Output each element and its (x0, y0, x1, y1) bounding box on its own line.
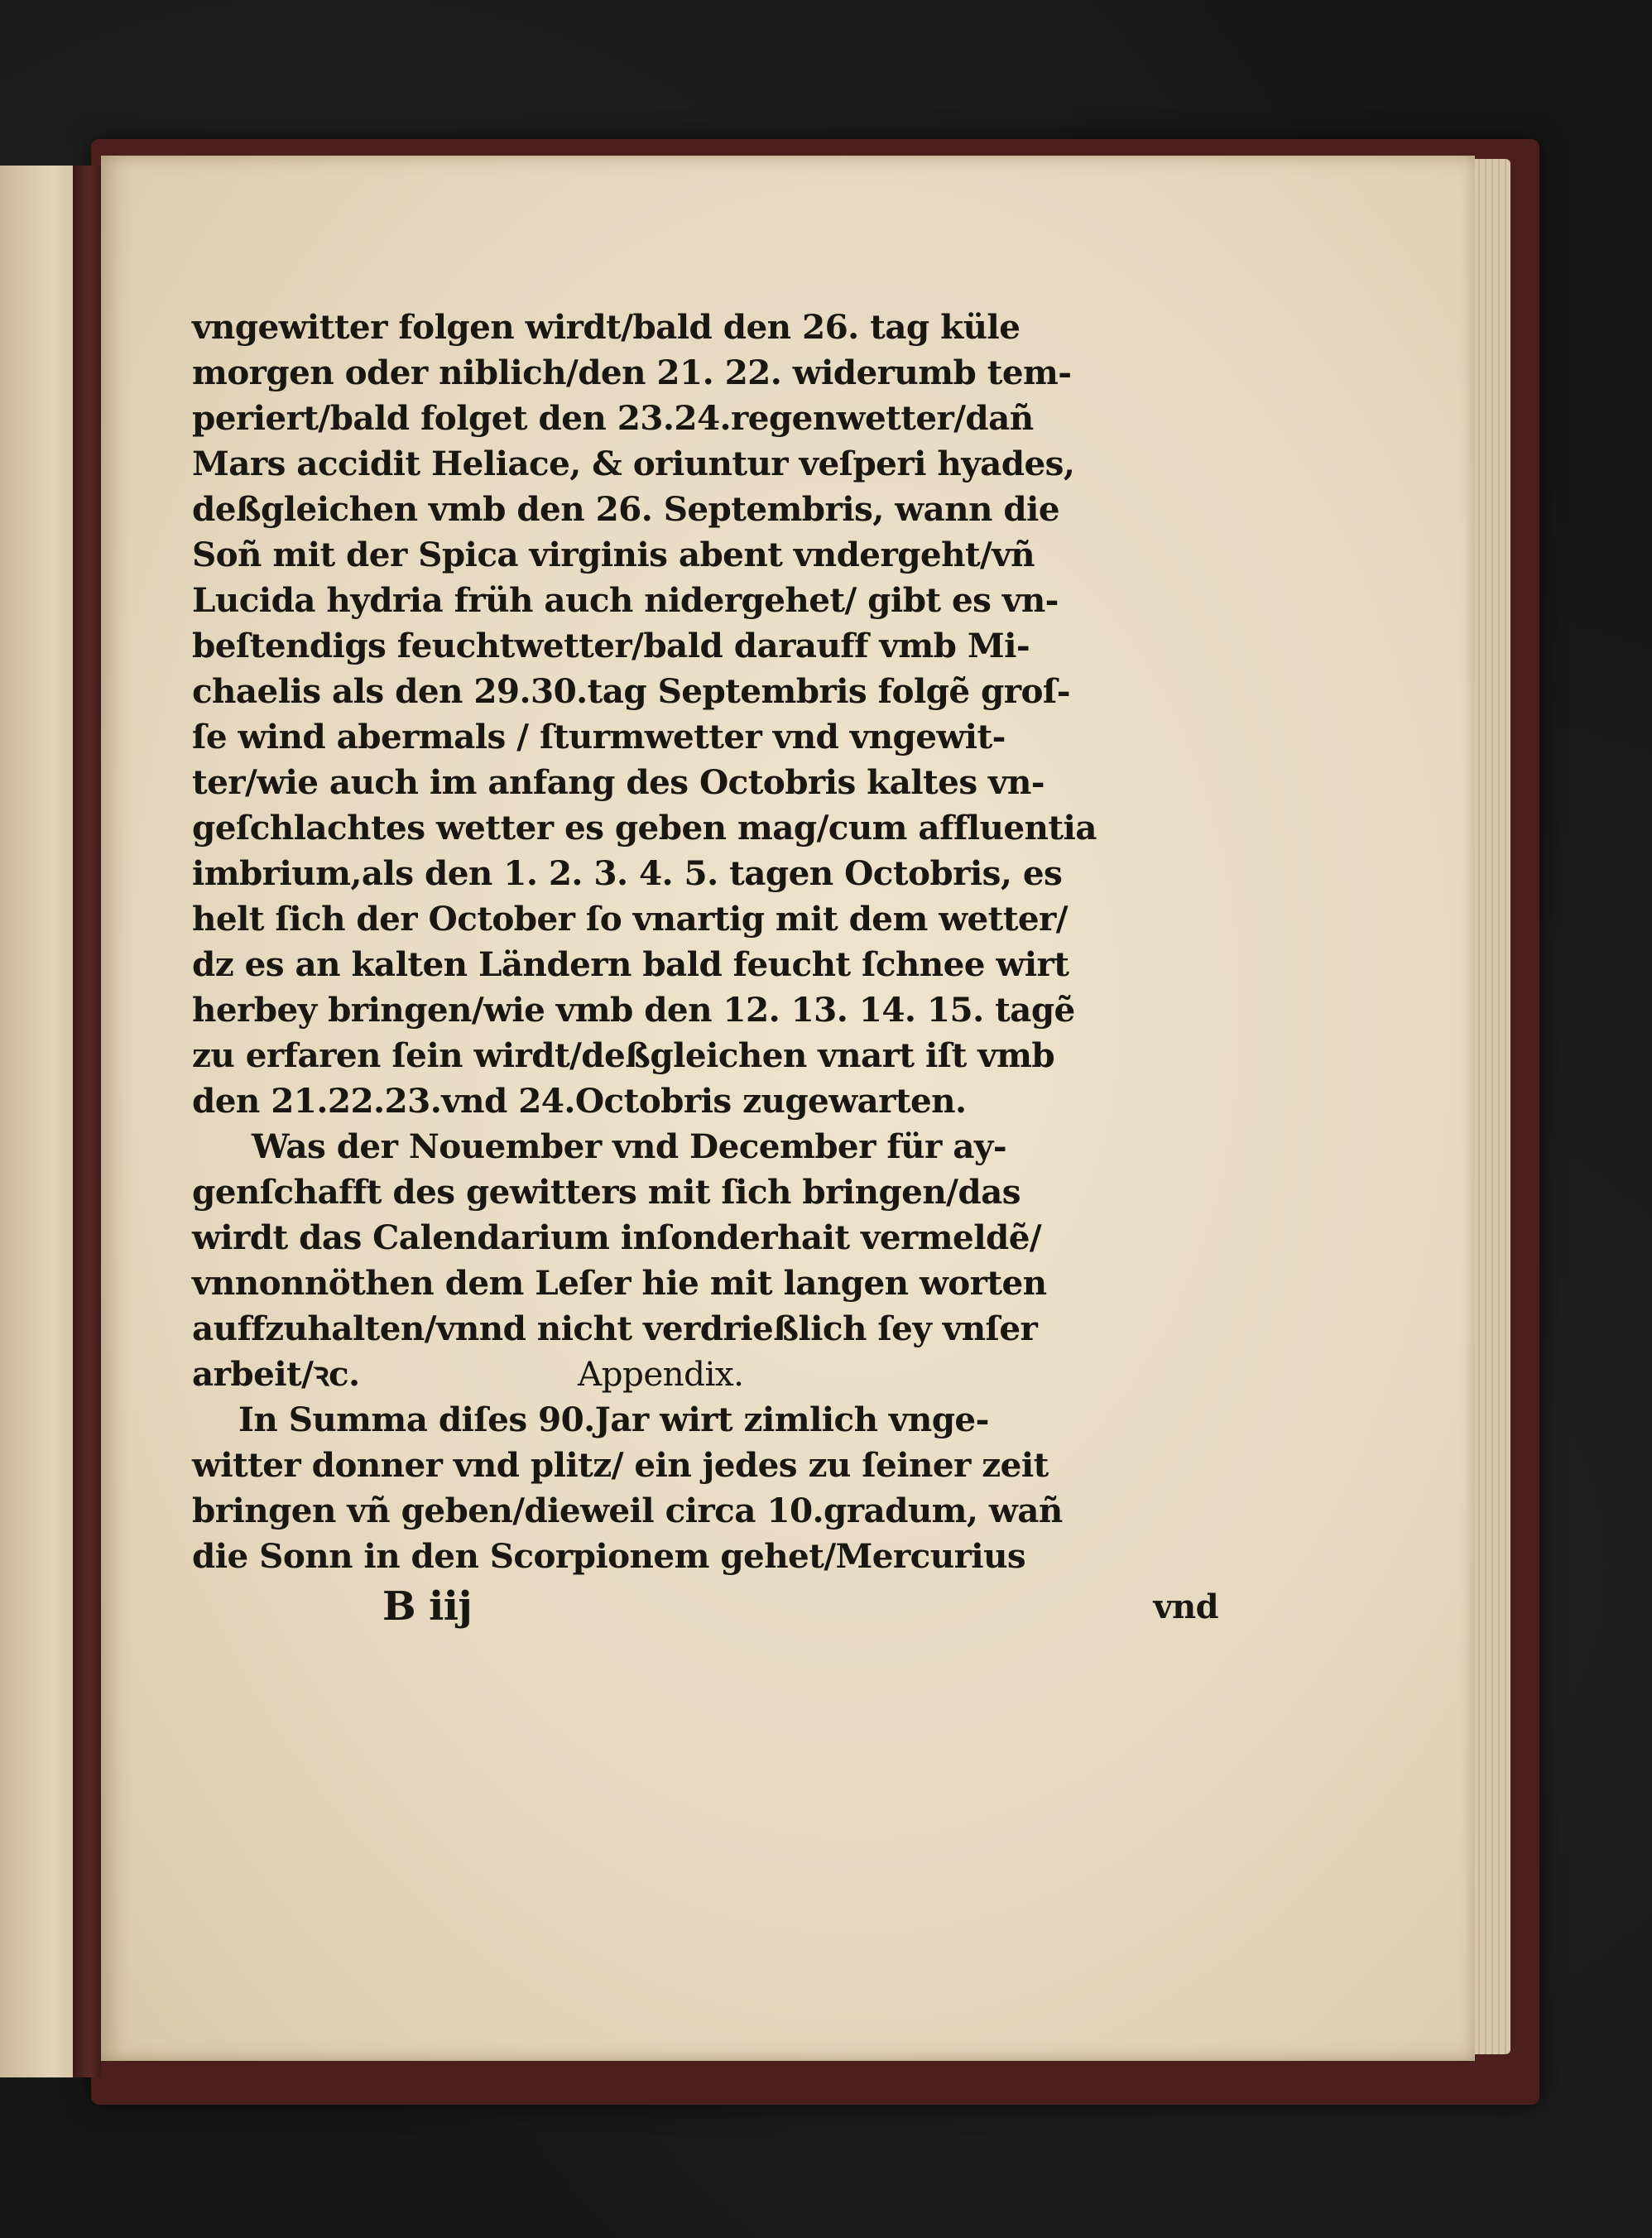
book-page (101, 156, 1475, 2061)
appendix-heading: Appendix. (578, 1354, 744, 1394)
text-line: periert/bald folget den 23.24.regenwetter/dañ (192, 398, 1034, 438)
text-line-appendix (192, 1352, 1218, 1397)
text-line: die Sonn in den Scorpionem gehet/Mercurius (192, 1536, 1026, 1576)
text-line: beſtendigs feuchtwetter/bald darauff vmb Mi- (192, 626, 1030, 665)
text-line: ſe wind abermals / ſturmwetter vnd vngewit- (192, 717, 1006, 756)
text-line: dz es an kalten Ländern bald feucht ſchnee wirt (192, 944, 1069, 984)
text-line: chaelis als den 29.30.tag Septembris folgẽ groſ- (192, 671, 1070, 711)
text-line: Lucida hydria früh auch nidergehet/ gibt es vn- (192, 580, 1059, 620)
text-line: helt ſich der October ſo vnartig mit dem wetter/ (192, 899, 1068, 939)
text-line: genſchafft des gewitters mit ſich bringen/das (192, 1172, 1020, 1212)
text-line: wirdt das Calendarium inſonderhait vermeldẽ/ (192, 1217, 1042, 1257)
signature-mark: B iij (382, 1583, 473, 1630)
text-line: den 21.22.23.vnd 24.Octobris zugewarten. (192, 1081, 967, 1121)
text-line: Soñ mit der Spica virginis abent vndergeht/vñ (192, 535, 1035, 574)
text-line: imbrium,als den 1. 2. 3. 4. 5. tagen Octobris, es (192, 853, 1063, 893)
text-line: vngewitter folgen wirdt/bald den 26. tag küle (192, 307, 1020, 347)
facing-page-edge (0, 166, 74, 2077)
book-gutter (73, 166, 101, 2077)
text-line: ter/wie auch im anfang des Octobris kaltes vn- (192, 762, 1045, 802)
text-line: zu erfaren ſein wirdt/deßgleichen vnart iſt vmb (192, 1035, 1055, 1075)
text-line: geſchlachtes wetter es geben mag/cum affluentia (192, 808, 1097, 848)
text-line: herbey bringen/wie vmb den 12. 13. 14. 15. tagẽ (192, 990, 1075, 1030)
paragraph-end: arbeit/ꝛc. (192, 1354, 360, 1394)
text-line: Mars accidit Heliace, & oriuntur veſperi hyades, (192, 444, 1075, 483)
text-line: vnnonnöthen dem Leſer hie mit langen worten (192, 1263, 1047, 1303)
text-line: auffzuhalten/vnnd nicht verdrießlich ſey vnſer (192, 1309, 1038, 1348)
page-text (192, 305, 1218, 1631)
text-line: bringen vñ geben/dieweil circa 10.gradum, wañ (192, 1491, 1063, 1530)
page-footer (192, 1584, 1218, 1631)
catchword: vnd (1153, 1587, 1218, 1626)
text-line: Was der Nouember vnd December für ay- (252, 1126, 1007, 1166)
text-line: morgen oder niblich/den 21. 22. widerumb tem- (192, 353, 1072, 392)
text-line: In Summa diſes 90.Jar wirt zimlich vnge- (238, 1400, 989, 1439)
text-line: witter donner vnd plitz/ ein jedes zu ſeiner zeit (192, 1445, 1049, 1485)
text-line: deßgleichen vmb den 26. Septembris, wann die (192, 489, 1059, 529)
